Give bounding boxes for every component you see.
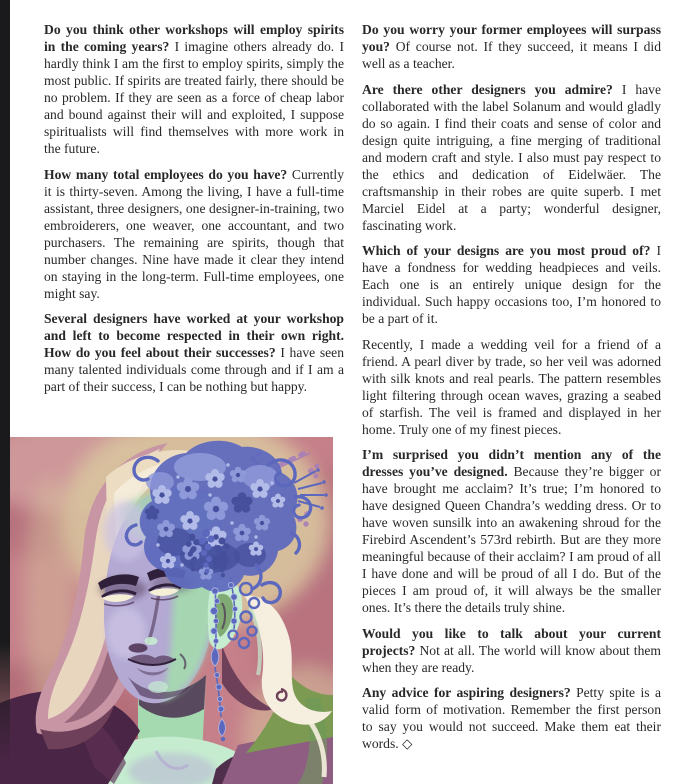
- question-text: Would you like to talk about your current projects?: [362, 625, 661, 658]
- interview-paragraph: [362, 446, 661, 616]
- interview-paragraph: [44, 166, 344, 302]
- interview-paragraph: [362, 21, 661, 72]
- portrait-illustration: [0, 437, 333, 784]
- answer-text: Not at all. The world will know about them when they are ready.: [362, 642, 661, 675]
- answer-text: Currently it is thirty-seven. Among the living, I have a full-time assistant, three designers, one designer-in-training, two embroiderers, one weaver, one accountant, and two purchasers. The remaining are spirits, though that number changes. Nine have made it clear they intend on staying in the long-term. Full-time employees, one might say.: [44, 166, 344, 301]
- question-text: How many total employees do you have?: [44, 166, 288, 182]
- interview-paragraph: [362, 81, 661, 234]
- page-gutter-shadow: [0, 0, 10, 784]
- interview-paragraph: [44, 21, 344, 157]
- question-text: Do you think other workshops will employ spirits in the coming years?: [44, 22, 344, 54]
- answer-text: Petty spite is a valid form of motivation. Remember the first person to say you would not succeed. Make them eat their words. ◇: [362, 685, 661, 751]
- answer-text: I have collaborated with the label Solanum and would gladly do so again. I find their coats and sense of color and design quite intriguing, a fine merging of traditional and modern craft and style. I also must pay respect to the ethics and dedication of Eidelwäer. The craftsmanship in their robes are quite superb. I met Marciel Eidel at a party; wonderful designer, fascinating work.: [362, 81, 662, 233]
- answer-text: Of course not. If they succeed, it means I did well as a teacher.: [362, 39, 661, 71]
- question-text: I’m surprised you didn’t mention any of the dresses you’ve designed.: [362, 447, 661, 479]
- column-right: [362, 21, 661, 752]
- question-text: Are there other designers you admire?: [362, 81, 613, 97]
- question-text: Which of your designs are you most proud of?: [362, 243, 651, 258]
- interview-paragraph: [362, 242, 661, 327]
- interview-paragraph: [44, 310, 344, 395]
- answer-text: I have seen many talented individuals come through and if I am a part of their success, I can be nothing but happy.: [44, 345, 345, 394]
- answer-text: I have a fondness for wedding headpieces and veils. Each one is an entirely unique design for the individual. Such happy occasions too, I’m honored to be a part of it.: [362, 243, 661, 326]
- interview-paragraph: [362, 336, 661, 438]
- answer-text: Recently, I made a wedding veil for a friend of a friend. A pearl diver by trade, so her veil was adorned with silk knots and real pearls. The pattern resembles light filtering through ocean waves, grazing a seabed of starfish. The veil is framed and displayed in her home. Truly one of my finest pieces.: [362, 336, 661, 437]
- question-text: Do you worry your former employees will surpass you?: [362, 22, 661, 54]
- interview-paragraph: [362, 625, 661, 676]
- portrait-svg: [0, 437, 333, 784]
- question-text: Several designers have worked at your workshop and left to become respected in their own right. How do you feel about their successes?: [44, 311, 344, 360]
- interview-paragraph: [362, 684, 661, 752]
- answer-text: I imagine others already do. I hardly think I am the first to employ spirits, simply the most public. If spirits are treated fairly, there should be no problem. If they are seen as a force of cheap labor and bound against their will and exploited, I suppose spiritualists will find themselves with more work in the future.: [44, 39, 344, 156]
- question-text: Any advice for aspiring designers?: [362, 685, 571, 700]
- answer-text: Because they’re bigger or have brought me acclaim? It’s true; I’m honored to have designed Queen Chandra’s wedding dress. Or to have woven sunsilk into an awakening shroud for the Firebird Ascendent’s 573rd rebirth. But are they more meaningful because of their acclaim? I am proud of all I have done and will be proud of all I do. But of the pieces I am proud of, it will always be the smaller ones. It’s there the details truly shine.: [362, 464, 661, 615]
- column-left: [44, 21, 344, 395]
